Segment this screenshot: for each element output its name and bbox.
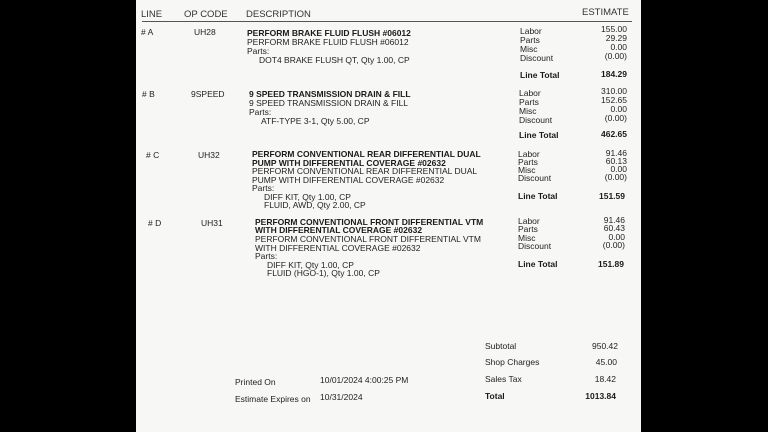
labor-label: Labor — [518, 149, 540, 159]
item-description-line-2: PUMP WITH DIFFERENTIAL COVERAGE #02632 — [252, 175, 445, 185]
op-code: 9SPEED — [191, 89, 225, 99]
item-title-line-2: WITH DIFFERENTIAL COVERAGE #02632 — [255, 225, 423, 235]
header-line: LINE — [141, 9, 163, 20]
labor-label: Labor — [519, 88, 541, 98]
parts-label: Parts: — [255, 251, 278, 261]
total-value: 1013.84 — [585, 391, 616, 401]
printed-on-label: Printed On — [235, 377, 276, 387]
misc-label: Misc — [518, 233, 536, 243]
part-entry: DOT4 BRAKE FLUSH QT, Qty 1.00, CP — [259, 55, 410, 65]
header-op-code: OP CODE — [184, 9, 228, 20]
discount-label: Discount — [518, 173, 552, 183]
item-title-line-1: PERFORM CONVENTIONAL FRONT DIFFERENTIAL VTM — [255, 217, 484, 227]
line-number: # C — [146, 150, 160, 160]
discount-label: Discount — [519, 115, 553, 125]
parts-label: Parts: — [249, 107, 272, 117]
labor-label: Labor — [518, 216, 540, 226]
part-entry: ATF-TYPE 3-1, Qty 5.00, CP — [261, 116, 370, 126]
line-number: # B — [142, 89, 155, 99]
line-number: # A — [141, 27, 154, 37]
parts-cost-label: Parts — [519, 97, 539, 107]
item-description: PERFORM BRAKE FLUID FLUSH #06012 — [247, 37, 409, 47]
item-description-line-2: WITH DIFFERENTIAL COVERAGE #02632 — [255, 243, 421, 253]
parts-cost-label: Parts — [518, 224, 538, 234]
discount-value: (0.00) — [604, 113, 627, 123]
misc-label: Misc — [519, 106, 537, 116]
header-description: DESCRIPTION — [246, 9, 311, 20]
line-total-label: Line Total — [519, 130, 559, 140]
item-description-line-1: PERFORM CONVENTIONAL REAR DIFFERENTIAL DUAL — [252, 166, 478, 176]
header-estimate: ESTIMATE — [582, 7, 629, 18]
misc-label: Misc — [520, 44, 538, 54]
parts-cost-label: Parts — [518, 157, 538, 167]
line-total-label: Line Total — [520, 70, 560, 80]
discount-value: (0.00) — [604, 51, 627, 61]
item-title: 9 SPEED TRANSMISSION DRAIN & FILL — [249, 89, 411, 99]
discount-value: (0.00) — [604, 172, 627, 182]
discount-label: Discount — [518, 241, 552, 251]
misc-label: Misc — [518, 165, 536, 175]
subtotal-label: Subtotal — [485, 341, 517, 351]
item-title: PERFORM BRAKE FLUID FLUSH #06012 — [247, 28, 411, 38]
part-entry: FLUID (HGO-1), Qty 1.00, CP — [267, 268, 380, 278]
header-divider — [142, 21, 632, 22]
discount-value: (0.00) — [602, 240, 625, 250]
line-total-value: 151.59 — [599, 191, 625, 201]
labor-value: 310.00 — [601, 86, 627, 96]
shop-charges-value: 45.00 — [595, 357, 617, 367]
parts-label: Parts: — [252, 183, 275, 193]
line-total-value: 184.29 — [601, 69, 627, 79]
total-label: Total — [485, 391, 505, 401]
parts-value: 29.29 — [605, 33, 627, 43]
op-code: UH28 — [194, 27, 216, 37]
line-number: # D — [148, 218, 162, 228]
parts-value: 60.43 — [603, 223, 625, 233]
sales-tax-label: Sales Tax — [485, 374, 522, 384]
discount-label: Discount — [520, 53, 554, 63]
parts-label: Parts: — [247, 46, 270, 56]
item-title-line-1: PERFORM CONVENTIONAL REAR DIFFERENTIAL DUAL — [252, 149, 481, 159]
line-total-value: 151.89 — [598, 259, 624, 269]
labor-label: Labor — [520, 26, 542, 36]
part-entry: DIFF KIT, Qty 1.00, CP — [264, 192, 351, 202]
item-title-line-2: PUMP WITH DIFFERENTIAL COVERAGE #02632 — [252, 158, 446, 168]
misc-value: 0.00 — [610, 42, 627, 52]
subtotal-value: 950.42 — [592, 341, 618, 351]
part-entry: DIFF KIT, Qty 1.00, CP — [267, 260, 354, 270]
op-code: UH31 — [201, 218, 223, 228]
shop-charges-label: Shop Charges — [485, 357, 540, 367]
parts-value: 60.13 — [605, 156, 627, 166]
labor-value: 91.46 — [605, 148, 627, 158]
expires-label: Estimate Expires on — [235, 394, 311, 404]
line-total-label: Line Total — [518, 191, 558, 201]
misc-value: 0.00 — [610, 164, 627, 174]
misc-value: 0.00 — [608, 232, 625, 242]
parts-value: 152.65 — [601, 95, 627, 105]
parts-cost-label: Parts — [520, 35, 540, 45]
labor-value: 155.00 — [601, 24, 627, 34]
item-description-line-1: PERFORM CONVENTIONAL FRONT DIFFERENTIAL VTM — [255, 234, 481, 244]
line-total-value: 462.65 — [601, 129, 627, 139]
part-entry: FLUID, AWD, Qty 2.00, CP — [264, 200, 366, 210]
item-description: 9 SPEED TRANSMISSION DRAIN & FILL — [249, 98, 409, 108]
line-total-label: Line Total — [518, 259, 558, 269]
sales-tax-value: 18.42 — [594, 374, 616, 384]
labor-value: 91.46 — [603, 215, 625, 225]
printed-on-value: 10/01/2024 4:00:25 PM — [320, 375, 409, 385]
op-code: UH32 — [198, 150, 220, 160]
expires-value: 10/31/2024 — [320, 392, 363, 402]
misc-value: 0.00 — [610, 104, 627, 114]
